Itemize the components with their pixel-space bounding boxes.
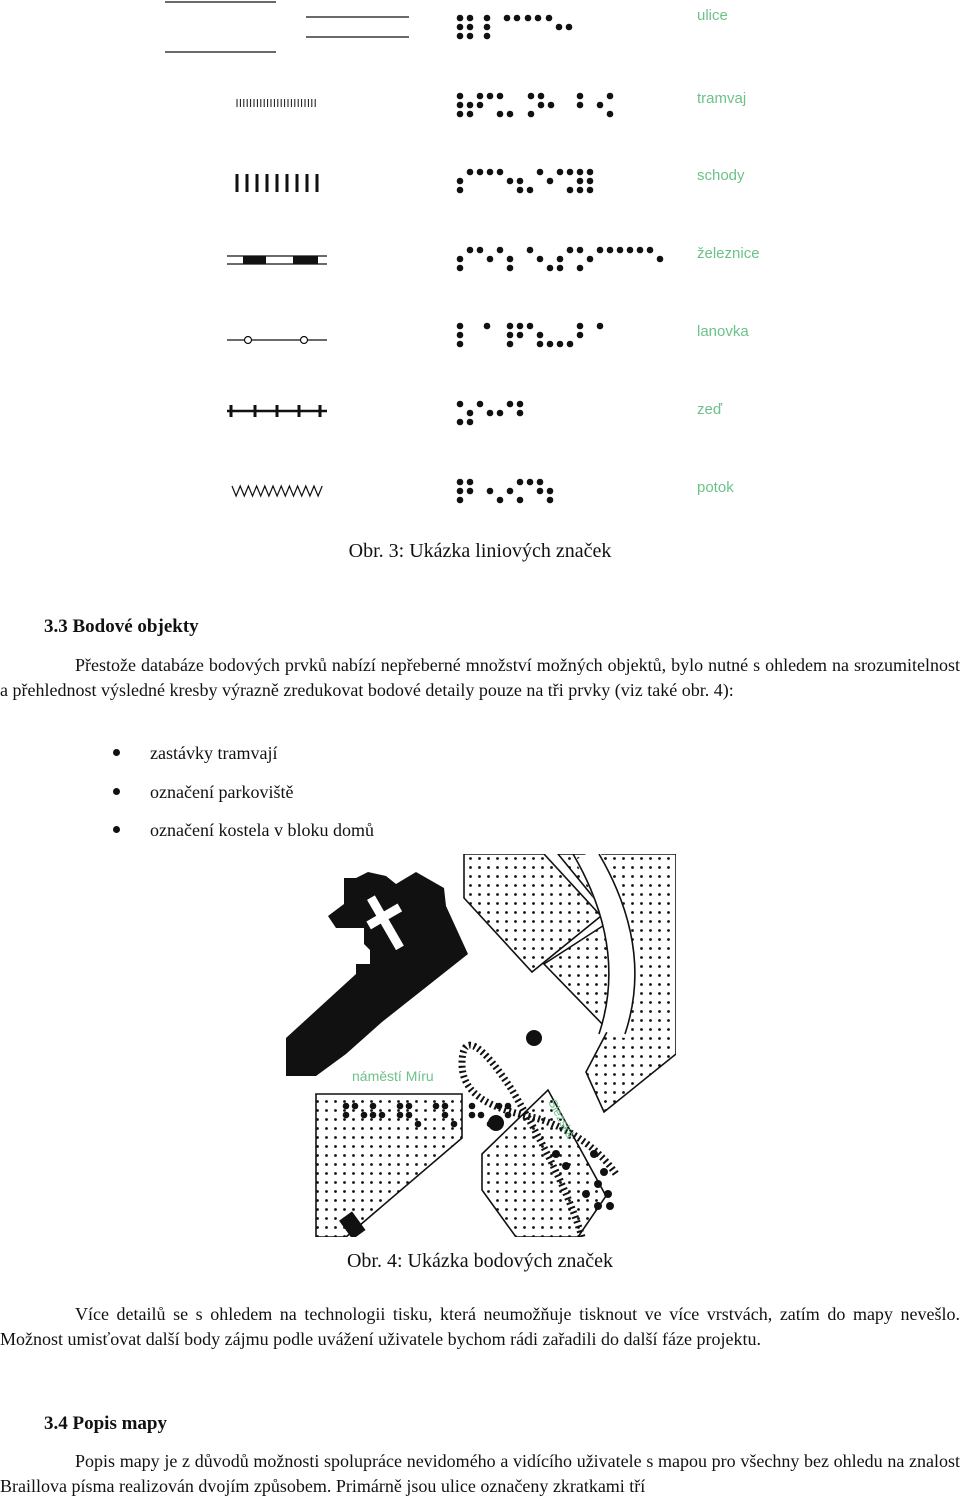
dotted-block-bottom <box>482 1090 606 1237</box>
legend-label-tramvaj: tramvaj <box>697 90 747 107</box>
section-3-3-heading: 3.3 Bodové objekty <box>44 616 199 637</box>
dotted-block-left <box>316 1094 462 1237</box>
figure-4-caption: Obr. 4: Ukázka bodových značek <box>346 1250 613 1272</box>
tram-hatch-icon <box>237 99 315 107</box>
legend-label-potok: potok <box>697 479 734 496</box>
section-3-4-heading: 3.4 Popis mapy <box>44 1413 167 1434</box>
point-object-list <box>0 738 374 854</box>
section-3-4-paragraph <box>0 1449 960 1498</box>
map-label-street: Slezská <box>545 1096 578 1141</box>
street-lines-icon <box>165 2 409 52</box>
legend-label-lanovka: lanovka <box>697 323 749 340</box>
section-3-3-paragraph <box>0 653 960 702</box>
legend-label-ulice: ulice <box>697 7 728 24</box>
list-item: zastávky tramvají <box>0 738 374 777</box>
section-3-3-paragraph-text: Přestože databáze bodových prvků nabízí nepřeberné množství možných objektů, bylo nutné s ohledem na srozumitelnost a přehlednost výsledné kresby výrazně zredukovat bodové detaily pouze na tři prvky (viz také obr. 4): <box>0 655 960 700</box>
stairs-bars-icon <box>237 174 317 192</box>
tactile-map-figure <box>286 854 676 1237</box>
railway-icon <box>227 256 327 264</box>
cableway-icon <box>227 337 327 344</box>
legend-label-schody: schody <box>697 167 745 184</box>
list-item: označení kostela v bloku domů <box>0 815 374 854</box>
stream-zigzag-icon <box>232 486 322 496</box>
paragraph-2 <box>0 1302 960 1351</box>
section-3-4-paragraph-text: Popis mapy je z důvodů možnosti spolupráce nevidomého a vidícího uživatele s mapou pro všechny bez ohledu na znalost Braillova písma realizován dvojím způsobem. Primárně jsou ulice označeny zkratkami tří <box>0 1451 960 1496</box>
paragraph-2-text: Více detailů se s ohledem na technologii tisku, která neumožňuje tisknout ve více vrstvách, zatím do mapy nevešlo. Možnost umisťovat další body zájmu podle uvážení uživatele bychom rádi zařadili do další fáze projektu. <box>0 1304 960 1349</box>
tram-stop-icon <box>526 1030 542 1046</box>
line-symbols-legend <box>0 0 960 520</box>
legend-label-zed: zeď <box>697 401 723 418</box>
map-label-square: náměstí Míru <box>352 1068 434 1084</box>
legend-label-zeleznice: železnice <box>697 245 760 262</box>
wall-ticks-icon <box>227 405 327 417</box>
figure-3-caption: Obr. 3: Ukázka liniových značek <box>348 540 612 562</box>
list-item: označení parkoviště <box>0 777 374 816</box>
